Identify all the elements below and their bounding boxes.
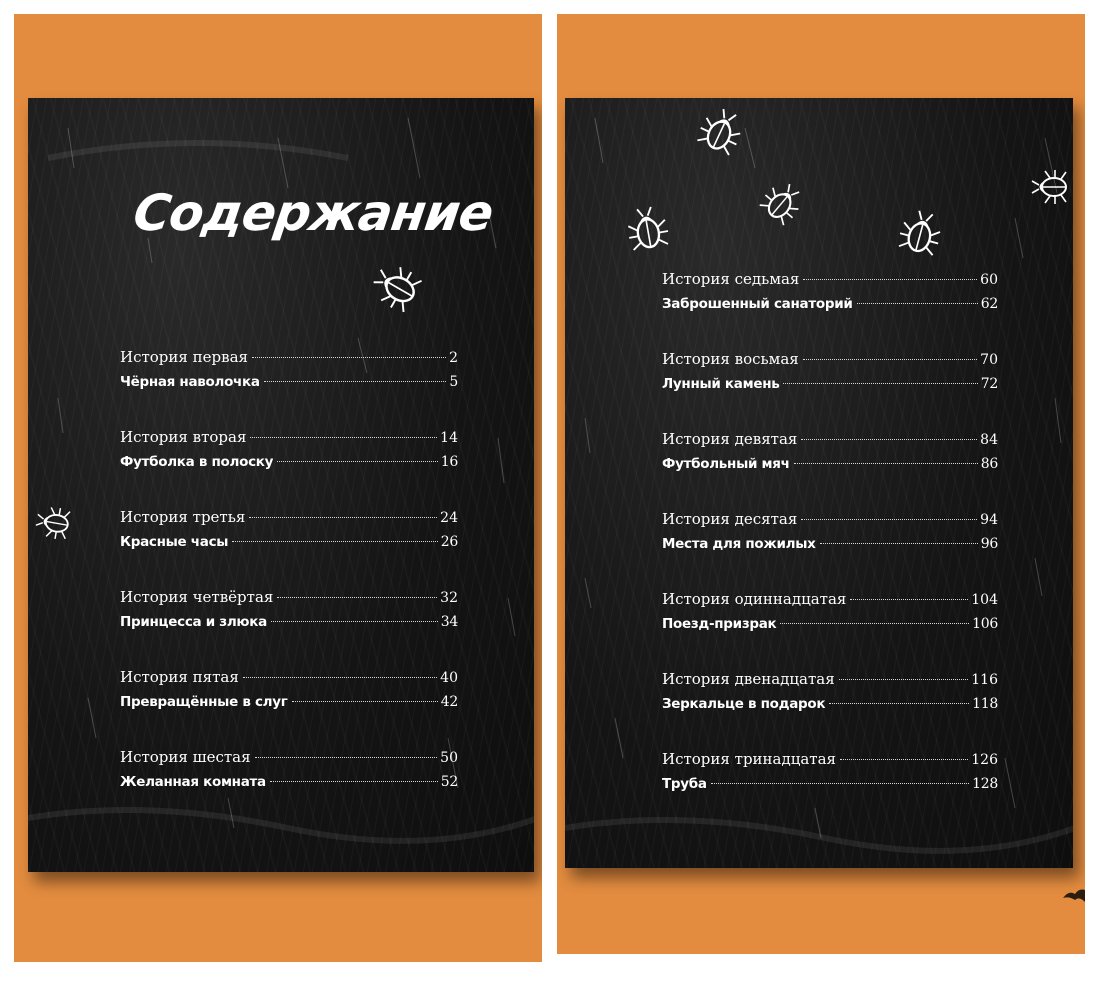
toc-entry[interactable]	[120, 668, 458, 694]
dot-leader	[277, 597, 437, 598]
toc-entry-title: Заброшенный санаторий	[662, 296, 853, 312]
dot-leader	[250, 437, 437, 438]
left-book-page	[28, 98, 534, 872]
right-book-page	[565, 98, 1073, 868]
dot-leader	[783, 383, 977, 384]
toc-entry[interactable]	[120, 748, 458, 774]
table-of-contents	[662, 270, 998, 802]
dot-leader	[839, 679, 969, 680]
toc-entry[interactable]	[120, 614, 458, 640]
toc-entry-title: Желанная комната	[120, 774, 266, 790]
toc-entry-page: 5	[449, 374, 458, 390]
toc-entry[interactable]	[662, 616, 998, 642]
dot-leader	[801, 439, 977, 440]
toc-entry[interactable]	[120, 588, 458, 614]
toc-entry-page: 50	[440, 750, 458, 766]
toc-entry[interactable]	[662, 590, 998, 616]
toc-entry-page: 42	[440, 694, 458, 710]
toc-entry-title: История восьмая	[662, 350, 799, 368]
dot-leader	[711, 783, 969, 784]
toc-entry-page: 62	[980, 296, 998, 312]
toc-entry[interactable]	[662, 376, 998, 402]
dot-leader	[264, 381, 447, 382]
toc-entry-title: История первая	[120, 348, 248, 366]
page-title: Содержание	[129, 184, 497, 242]
toc-entry[interactable]	[662, 510, 998, 536]
table-of-contents	[120, 348, 458, 800]
toc-entry-title: Поезд-призрак	[662, 616, 777, 632]
toc-entry-title: Футболка в полоску	[120, 454, 274, 470]
toc-entry-title: История шестая	[120, 748, 251, 766]
toc-entry-title: История седьмая	[662, 270, 800, 288]
dot-leader	[271, 621, 438, 622]
dot-leader	[252, 357, 446, 358]
toc-entry-page: 86	[980, 456, 998, 472]
dot-leader	[829, 703, 969, 704]
toc-entry-page: 70	[980, 352, 998, 368]
toc-entry-title: История девятая	[662, 430, 798, 448]
bat-silhouette-icon	[1061, 884, 1085, 908]
toc-entry[interactable]	[662, 296, 998, 322]
toc-entry-page: 2	[449, 350, 458, 366]
toc-entry-page: 106	[972, 616, 998, 632]
toc-entry-page: 118	[972, 696, 998, 712]
toc-entry[interactable]	[662, 670, 998, 696]
toc-entry[interactable]	[662, 430, 998, 456]
beetle-icon	[32, 500, 78, 546]
dot-leader	[243, 677, 437, 678]
toc-entry[interactable]	[662, 696, 998, 722]
toc-entry-title: История вторая	[120, 428, 247, 446]
toc-entry[interactable]	[662, 750, 998, 776]
dot-leader	[292, 701, 438, 702]
toc-entry-title: Футбольный мяч	[662, 456, 790, 472]
dot-leader	[803, 279, 977, 280]
toc-entry-title: Чёрная наволочка	[120, 374, 260, 390]
dot-leader	[277, 461, 438, 462]
toc-entry[interactable]	[120, 428, 458, 454]
toc-entry[interactable]	[662, 536, 998, 562]
beetle-icon	[1027, 162, 1077, 212]
beetle-icon	[368, 258, 428, 318]
toc-entry[interactable]	[120, 454, 458, 480]
toc-entry-title: Зеркальце в подарок	[662, 696, 826, 712]
toc-entry-page: 116	[971, 672, 998, 688]
toc-entry-page: 14	[440, 430, 458, 446]
beetle-icon	[891, 206, 949, 264]
toc-entry[interactable]	[120, 774, 458, 800]
dot-leader	[840, 759, 968, 760]
beetle-icon	[755, 178, 807, 230]
toc-entry[interactable]	[662, 776, 998, 802]
dot-leader	[249, 517, 437, 518]
toc-entry-page: 60	[980, 272, 998, 288]
toc-entry[interactable]	[662, 456, 998, 482]
dot-leader	[850, 599, 968, 600]
toc-entry-page: 126	[971, 752, 998, 768]
toc-entry-title: Красные часы	[120, 534, 229, 550]
toc-entry-page: 26	[440, 534, 458, 550]
toc-entry-page: 94	[980, 512, 998, 528]
toc-entry[interactable]	[120, 694, 458, 720]
toc-entry-title: История одиннадцатая	[662, 590, 847, 608]
dot-leader	[270, 781, 438, 782]
toc-entry-title: Лунный камень	[662, 376, 780, 392]
toc-entry-page: 32	[440, 590, 458, 606]
beetle-icon	[619, 202, 677, 260]
toc-entry-title: Труба	[662, 776, 707, 792]
toc-entry-title: История четвёртая	[120, 588, 274, 606]
toc-entry-page: 72	[980, 376, 998, 392]
dot-leader	[857, 303, 978, 304]
toc-entry[interactable]	[120, 374, 458, 400]
toc-entry-title: История третья	[120, 508, 246, 526]
toc-entry-title: История тринадцатая	[662, 750, 837, 768]
toc-entry-page: 96	[980, 536, 998, 552]
toc-entry-page: 128	[972, 776, 998, 792]
dot-leader	[232, 541, 438, 542]
right-page-panel	[557, 14, 1085, 954]
dot-leader	[780, 623, 969, 624]
toc-entry-title: История пятая	[120, 668, 239, 686]
toc-entry-page: 84	[980, 432, 998, 448]
dot-leader	[794, 463, 978, 464]
toc-entry-page: 34	[440, 614, 458, 630]
toc-entry[interactable]	[120, 534, 458, 560]
toc-entry-page: 16	[440, 454, 458, 470]
toc-entry[interactable]	[662, 270, 998, 296]
toc-entry-title: История десятая	[662, 510, 798, 528]
toc-entry[interactable]	[120, 508, 458, 534]
dot-leader	[801, 519, 977, 520]
toc-entry-title: История двенадцатая	[662, 670, 835, 688]
toc-entry-page: 40	[440, 670, 458, 686]
toc-entry-title: Принцесса и злюка	[120, 614, 267, 630]
dot-leader	[803, 359, 977, 360]
toc-entry[interactable]	[662, 350, 998, 376]
toc-entry-page: 104	[971, 592, 998, 608]
toc-entry-page: 24	[440, 510, 458, 526]
left-page-panel	[14, 14, 542, 962]
dot-leader	[255, 757, 438, 758]
toc-entry-title: Места для пожилых	[662, 536, 816, 552]
dot-leader	[820, 543, 978, 544]
toc-entry[interactable]	[120, 348, 458, 374]
beetle-icon	[691, 104, 749, 162]
toc-entry-page: 52	[440, 774, 458, 790]
toc-entry-title: Превращённые в слуг	[120, 694, 288, 710]
